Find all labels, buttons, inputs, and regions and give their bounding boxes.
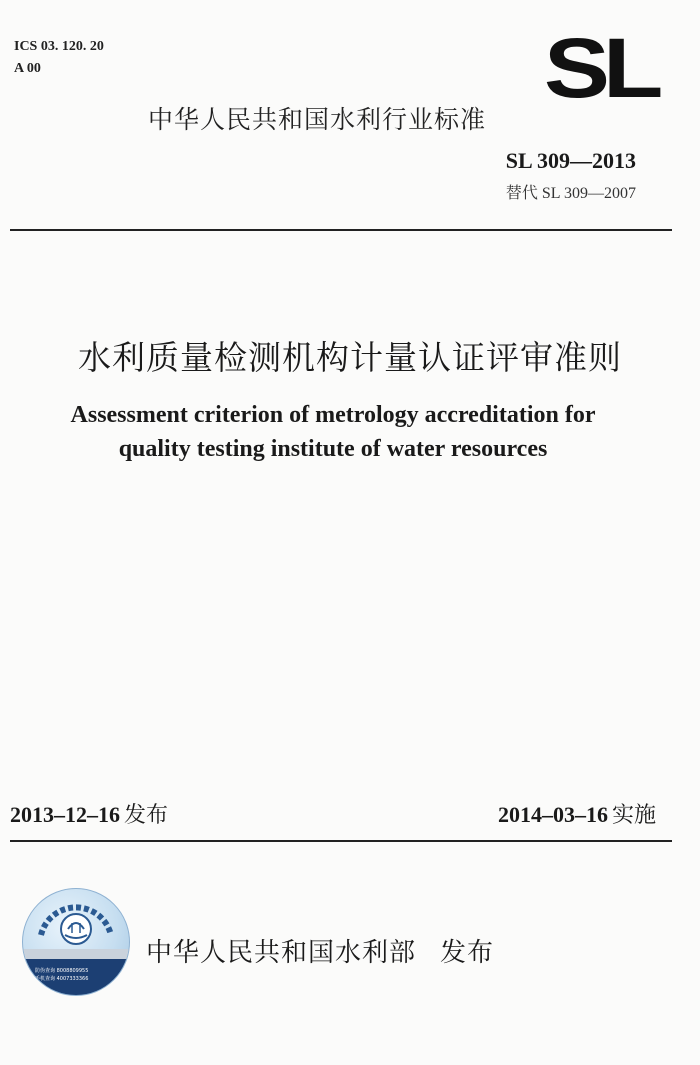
class-code: A 00 [14, 61, 41, 76]
publisher-name: 中华人民共和国水利部 [146, 938, 417, 968]
implement-date-block [498, 798, 656, 829]
replaces-standard: 替代 SL 309—2007 [505, 185, 636, 202]
issue-date-block [10, 798, 168, 829]
seal-code-line-1: 防伪查询 8008809955 [35, 968, 89, 974]
ics-classification [14, 36, 104, 80]
industry-standard-title: 中华人民共和国水利行业标准 [148, 105, 487, 134]
issue-label: 发布 [124, 803, 169, 828]
seal-code-line-2: 手机查询 4007333366 [35, 976, 89, 982]
title-english-line-2: quality testing institute of water resources [118, 436, 548, 462]
implement-label: 实施 [611, 803, 656, 828]
implement-date: 2014–03–16 [497, 802, 608, 827]
title-english-line-1: Assessment criterion of metrology accreditation for [70, 402, 596, 428]
issue-date: 2013–12–16 [10, 802, 120, 827]
bottom-divider [10, 840, 672, 842]
anti-counterfeit-seal [22, 888, 130, 996]
ics-code: ICS 03. 120. 20 [14, 39, 104, 54]
sl-logo: SL [543, 21, 656, 115]
title-chinese: 水利质量检测机构计量认证评审准则 [78, 338, 622, 377]
top-divider [10, 229, 672, 231]
seal-code-panel [23, 959, 129, 995]
standard-number: SL 309—2013 [505, 148, 636, 173]
publisher [146, 932, 494, 969]
title-english [0, 398, 666, 466]
seal-silver-band [23, 949, 129, 959]
publish-label: 发布 [440, 938, 495, 968]
seal-emblem-icon [23, 889, 129, 951]
